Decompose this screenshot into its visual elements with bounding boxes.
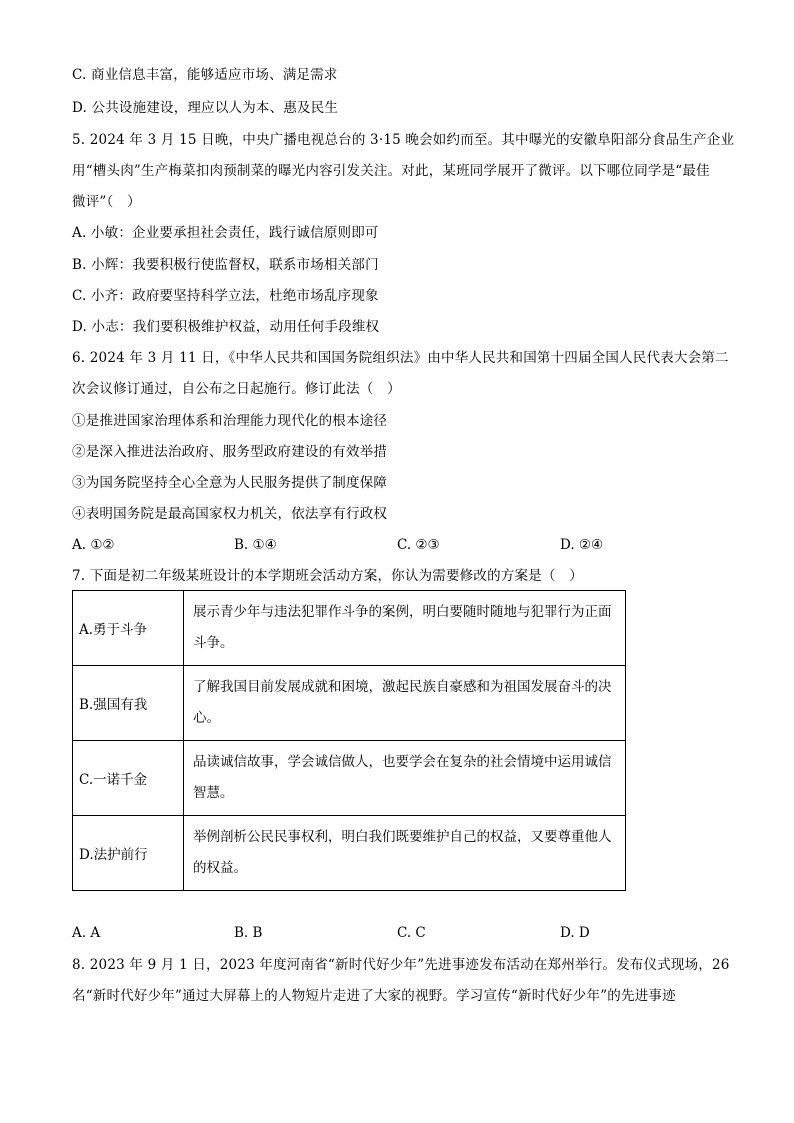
question-6-option-d: D. ②④ xyxy=(560,537,604,553)
question-5-stem: 5. 2024 年 3 月 15 日晚，中央广播电视总台的 3·15 晚会如约而至。其中曝光的安徽阜阳部分食品生产企业 xyxy=(72,132,735,148)
question-7-option-b: B. B xyxy=(234,925,263,941)
table-row xyxy=(73,666,626,741)
question-6-stem: 6. 2024 年 3 月 11 日，《中华人民共和国国务院组织法》由中华人民共和国第十四届全国人民代表大会第二 xyxy=(72,350,729,366)
class-meeting-plan-table xyxy=(72,590,626,891)
question-6-statement-3: ③为国务院坚持全心全意为人民服务提供了制度保障 xyxy=(72,475,388,491)
plan-name-cell: B.强国有我 xyxy=(73,666,184,741)
plan-description-cell: 展示青少年与违法犯罪作斗争的案例，明白要随时随地与犯罪行为正面斗争。 xyxy=(184,591,626,666)
question-6-stem-cont: 次会议修订通过，自公布之日起施行。修订此法（ ） xyxy=(72,381,401,397)
plan-name-cell: D.法护前行 xyxy=(73,816,184,891)
question-7-option-d: D. D xyxy=(560,925,590,941)
option-c-prev: C. 商业信息丰富，能够适应市场、满足需求 xyxy=(72,67,338,83)
plan-description-cell: 了解我国目前发展成就和困境，激起民族自豪感和为祖国发展奋斗的决心。 xyxy=(184,666,626,741)
question-6-statement-2: ②是深入推进法治政府、服务型政府建设的有效举措 xyxy=(72,444,388,460)
question-6-statement-4: ④表明国务院是最高国家权力机关，依法享有行政权 xyxy=(72,506,388,522)
question-7-stem: 7. 下面是初二年级某班设计的本学期班会活动方案，你认为需要修改的方案是（ ） xyxy=(72,568,583,584)
question-7-option-c: C. C xyxy=(397,925,426,941)
question-6-statement-1: ①是推进国家治理体系和治理能力现代化的根本途径 xyxy=(72,413,388,429)
question-5-option-d: D. 小志：我们要积极维护权益，动用任何手段维权 xyxy=(72,319,380,335)
question-8-stem-cont: 名“新时代好少年”通过大屏幕上的人物短片走进了大家的视野。学习宣传“新时代好少年”的先进事迹 xyxy=(72,988,676,1004)
question-6-option-a: A. ①② xyxy=(72,537,115,553)
plan-name-cell: C.一诺千金 xyxy=(73,741,184,816)
question-7-option-a: A. A xyxy=(72,925,101,941)
plan-name-cell: A.勇于斗争 xyxy=(73,591,184,666)
question-5-option-a: A. 小敏：企业要承担社会责任，践行诚信原则即可 xyxy=(72,225,379,241)
question-5-option-c: C. 小齐：政府要坚持科学立法，杜绝市场乱序现象 xyxy=(72,288,379,304)
question-5-stem-end: 微评”（ ） xyxy=(72,194,141,210)
question-5-stem-cont: 用“槽头肉”生产梅菜扣肉预制菜的曝光内容引发关注。对此，某班同学展开了微评。以下哪位同学是“最佳 xyxy=(72,163,710,179)
table-row xyxy=(73,591,626,666)
plan-description-cell: 举例剖析公民民事权利，明白我们既要维护自己的权益，又要尊重他人的权益。 xyxy=(184,816,626,891)
question-5-option-b: B. 小辉：我要积极行使监督权，联系市场相关部门 xyxy=(72,257,379,273)
question-6-option-c: C. ②③ xyxy=(397,537,440,553)
table-row xyxy=(73,816,626,891)
question-6-option-b: B. ①④ xyxy=(234,537,277,553)
question-8-stem: 8. 2023 年 9 月 1 日，2023 年度河南省“新时代好少年”先进事迹发布活动在郑州举行。发布仪式现场，26 xyxy=(72,957,730,973)
option-d-prev: D. 公共设施建设，理应以人为本、惠及民生 xyxy=(72,100,339,116)
table-row xyxy=(73,741,626,816)
plan-description-cell: 品读诚信故事，学会诚信做人，也要学会在复杂的社会情境中运用诚信智慧。 xyxy=(184,741,626,816)
